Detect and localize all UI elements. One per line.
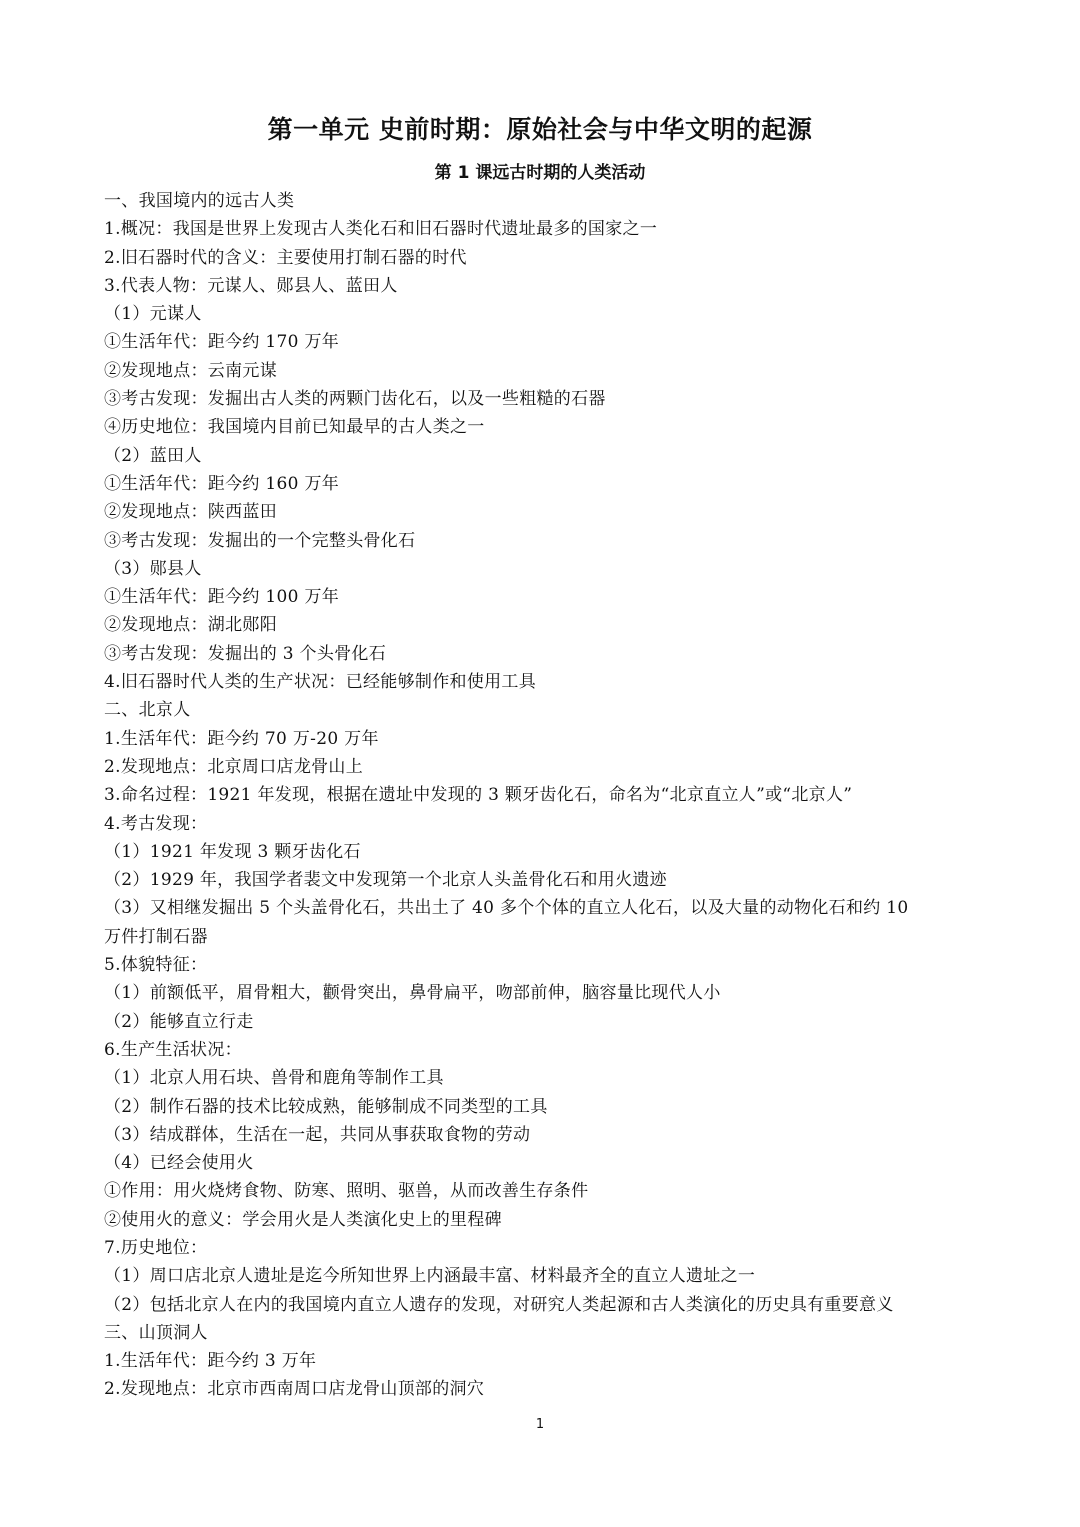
text-line: 3.代表人物：元谋人、郧县人、蓝田人 xyxy=(104,275,398,296)
text-line: （2）1929 年，我国学者裴文中发现第一个北京人头盖骨化石和用火遗迹 xyxy=(104,870,667,891)
page-number: 1 xyxy=(535,1417,545,1432)
document-body xyxy=(104,187,984,1404)
text-line: ①生活年代：距今约 160 万年 xyxy=(104,473,340,494)
text-line: （3）又相继发掘出 5 个头盖骨化石，共出土了 40 多个个体的直立人化石，以及大量的动物化石和约 10 xyxy=(104,898,909,919)
text-line: 1.生活年代：距今约 70 万-20 万年 xyxy=(104,728,379,749)
lesson-subtitle: 第 1 课远古时期的人类活动 xyxy=(434,163,646,183)
text-line: 4.旧石器时代人类的生产状况：已经能够制作和使用工具 xyxy=(104,672,537,693)
text-line: （2）制作石器的技术比较成熟，能够制成不同类型的工具 xyxy=(104,1096,548,1117)
text-line: ②发现地点：湖北郧阳 xyxy=(104,615,277,636)
text-line: 7.历史地位： xyxy=(104,1237,208,1258)
text-line: ①生活年代：距今约 170 万年 xyxy=(104,332,340,353)
text-line: （1）周口店北京人遗址是迄今所知世界上内涵最丰富、材料最齐全的直立人遗址之一 xyxy=(104,1266,756,1287)
text-line: 6.生产生活状况： xyxy=(104,1039,242,1060)
text-line: ③考古发现：发掘出的一个完整头骨化石 xyxy=(104,530,416,551)
text-line: 1.概况：我国是世界上发现古人类化石和旧石器时代遗址最多的国家之一 xyxy=(104,219,658,240)
text-line: ①生活年代：距今约 100 万年 xyxy=(104,587,340,608)
text-line: ②发现地点：陕西蓝田 xyxy=(104,502,277,523)
text-line: （2）能够直立行走 xyxy=(104,1011,254,1032)
text-line: 4.考古发现： xyxy=(104,813,208,834)
text-line: （1）北京人用石块、兽骨和鹿角等制作工具 xyxy=(104,1068,444,1089)
text-line: （2）蓝田人 xyxy=(104,445,202,466)
text-line: 三、山顶洞人 xyxy=(104,1322,208,1343)
page-title: 第一单元 史前时期：原始社会与中华文明的起源 xyxy=(267,115,813,144)
text-line: 2.发现地点：北京周口店龙骨山上 xyxy=(104,756,364,777)
text-line: ③考古发现：发掘出的 3 个头骨化石 xyxy=(104,643,387,664)
text-line: （2）包括北京人在内的我国境内直立人遗存的发现，对研究人类起源和古人类演化的历史具有重要意义 xyxy=(104,1294,894,1315)
text-line: 一、我国境内的远古人类 xyxy=(104,191,295,211)
text-line: ②使用火的意义：学会用火是人类演化史上的里程碑 xyxy=(104,1209,502,1230)
text-line: ③考古发现：发掘出古人类的两颗门齿化石，以及一些粗糙的石器 xyxy=(104,389,606,410)
text-line: 2.旧石器时代的含义：主要使用打制石器的时代 xyxy=(104,247,467,268)
text-line: （3）结成群体，生活在一起，共同从事获取食物的劳动 xyxy=(104,1124,531,1145)
text-line: （4）已经会使用火 xyxy=(104,1153,254,1174)
text-line: 2.发现地点：北京市西南周口店龙骨山顶部的洞穴 xyxy=(104,1379,485,1400)
text-line: ①作用：用火烧烤食物、防寒、照明、驱兽，从而改善生存条件 xyxy=(104,1181,589,1202)
text-line: （3）郧县人 xyxy=(104,558,202,579)
text-line: （1）1921 年发现 3 颗牙齿化石 xyxy=(104,841,361,862)
text-line: ②发现地点：云南元谋 xyxy=(104,360,277,381)
text-line: 3.命名过程：1921 年发现，根据在遗址中发现的 3 颗牙齿化石，命名为“北京直立人”或“北京人” xyxy=(104,785,853,806)
text-line: 1.生活年代：距今约 3 万年 xyxy=(104,1351,317,1372)
text-line: ④历史地位：我国境内目前已知最早的古人类之一 xyxy=(104,417,485,438)
text-line: 万件打制石器 xyxy=(104,926,208,947)
text-line: 5.体貌特征： xyxy=(104,955,208,976)
text-line: 二、北京人 xyxy=(104,700,191,721)
text-line: （1）元谋人 xyxy=(104,304,202,325)
text-line: （1）前额低平，眉骨粗大，颧骨突出，鼻骨扁平，吻部前伸，脑容量比现代人小 xyxy=(104,983,721,1004)
